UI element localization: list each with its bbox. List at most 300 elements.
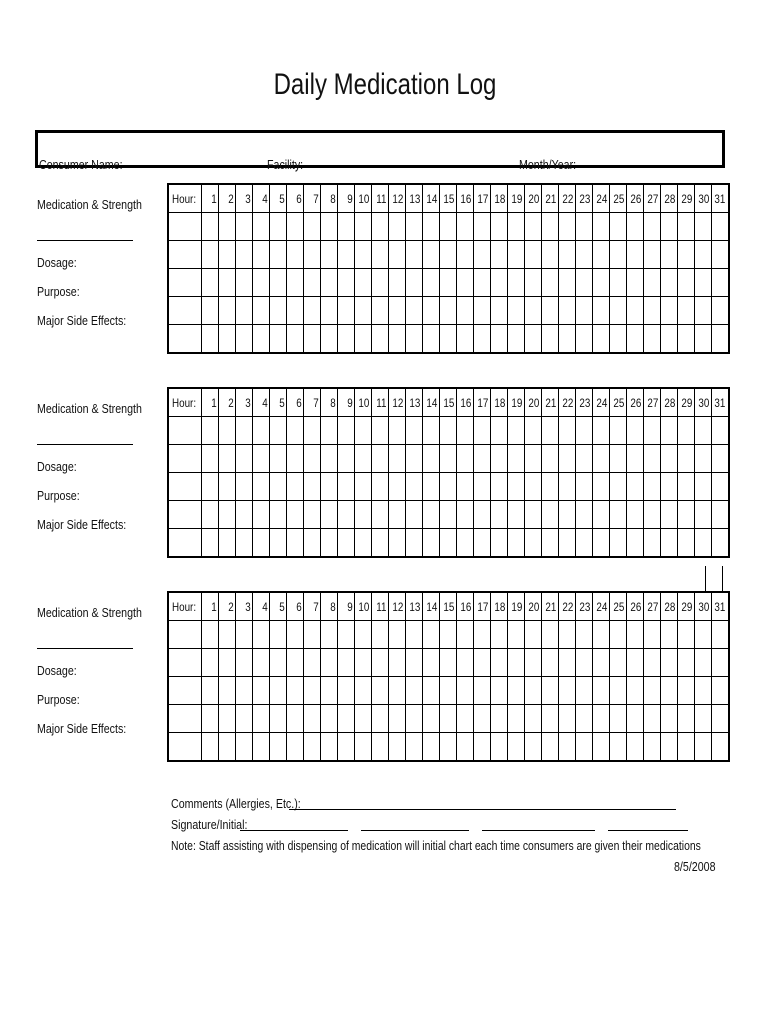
initial-cell[interactable] (678, 649, 695, 677)
initial-cell[interactable] (525, 529, 542, 558)
initial-cell[interactable] (253, 649, 270, 677)
initial-cell[interactable] (695, 501, 712, 529)
initial-cell[interactable] (355, 473, 372, 501)
initial-cell[interactable] (304, 417, 321, 445)
initial-cell[interactable] (661, 501, 678, 529)
initial-cell[interactable] (236, 445, 253, 473)
hour-cell[interactable] (168, 241, 202, 269)
initial-cell[interactable] (338, 213, 355, 241)
initial-cell[interactable] (644, 269, 661, 297)
signature-line-3[interactable] (482, 830, 595, 831)
initial-cell[interactable] (423, 705, 440, 733)
hour-cell[interactable] (168, 529, 202, 558)
initial-cell[interactable] (712, 621, 729, 649)
initial-cell[interactable] (219, 241, 236, 269)
initial-cell[interactable] (202, 677, 219, 705)
initial-cell[interactable] (576, 445, 593, 473)
initial-cell[interactable] (304, 733, 321, 762)
initial-cell[interactable] (440, 213, 457, 241)
initial-cell[interactable] (389, 241, 406, 269)
initial-cell[interactable] (287, 417, 304, 445)
initial-cell[interactable] (678, 733, 695, 762)
initial-cell[interactable] (644, 529, 661, 558)
initial-cell[interactable] (525, 649, 542, 677)
initial-cell[interactable] (576, 241, 593, 269)
initial-cell[interactable] (559, 445, 576, 473)
initial-cell[interactable] (406, 297, 423, 325)
initial-cell[interactable] (491, 621, 508, 649)
initial-cell[interactable] (627, 733, 644, 762)
initial-cell[interactable] (202, 501, 219, 529)
initial-cell[interactable] (440, 621, 457, 649)
initial-cell[interactable] (304, 501, 321, 529)
initial-cell[interactable] (593, 325, 610, 354)
initial-cell[interactable] (712, 297, 729, 325)
initial-cell[interactable] (695, 529, 712, 558)
initial-cell[interactable] (491, 417, 508, 445)
initial-cell[interactable] (542, 473, 559, 501)
initial-cell[interactable] (355, 417, 372, 445)
initial-cell[interactable] (440, 269, 457, 297)
initial-cell[interactable] (253, 297, 270, 325)
initial-cell[interactable] (678, 529, 695, 558)
initial-cell[interactable] (559, 621, 576, 649)
initial-cell[interactable] (661, 241, 678, 269)
initial-cell[interactable] (219, 649, 236, 677)
initial-cell[interactable] (542, 213, 559, 241)
initial-cell[interactable] (678, 677, 695, 705)
initial-cell[interactable] (525, 417, 542, 445)
initial-cell[interactable] (661, 325, 678, 354)
initial-cell[interactable] (338, 297, 355, 325)
hour-cell[interactable] (168, 501, 202, 529)
initial-cell[interactable] (270, 677, 287, 705)
initial-cell[interactable] (406, 417, 423, 445)
initial-cell[interactable] (627, 269, 644, 297)
initial-cell[interactable] (457, 677, 474, 705)
hour-cell[interactable] (168, 649, 202, 677)
initial-cell[interactable] (236, 529, 253, 558)
initial-cell[interactable] (202, 733, 219, 762)
initial-cell[interactable] (355, 677, 372, 705)
initial-cell[interactable] (610, 501, 627, 529)
initial-cell[interactable] (202, 649, 219, 677)
initial-cell[interactable] (202, 417, 219, 445)
initial-cell[interactable] (202, 241, 219, 269)
initial-cell[interactable] (321, 677, 338, 705)
initial-cell[interactable] (610, 417, 627, 445)
initial-cell[interactable] (576, 677, 593, 705)
initial-cell[interactable] (661, 473, 678, 501)
initial-cell[interactable] (525, 297, 542, 325)
initial-cell[interactable] (593, 501, 610, 529)
initial-cell[interactable] (576, 473, 593, 501)
initial-cell[interactable] (236, 621, 253, 649)
initial-cell[interactable] (678, 445, 695, 473)
initial-cell[interactable] (355, 213, 372, 241)
initial-cell[interactable] (355, 501, 372, 529)
initial-cell[interactable] (525, 325, 542, 354)
initial-cell[interactable] (627, 213, 644, 241)
initial-cell[interactable] (559, 269, 576, 297)
initial-cell[interactable] (219, 213, 236, 241)
initial-cell[interactable] (389, 677, 406, 705)
initial-cell[interactable] (406, 529, 423, 558)
initial-cell[interactable] (593, 705, 610, 733)
initial-cell[interactable] (695, 213, 712, 241)
initial-cell[interactable] (219, 473, 236, 501)
initial-cell[interactable] (542, 677, 559, 705)
initial-cell[interactable] (389, 417, 406, 445)
initial-cell[interactable] (559, 677, 576, 705)
initial-cell[interactable] (389, 621, 406, 649)
initial-cell[interactable] (508, 297, 525, 325)
initial-cell[interactable] (695, 677, 712, 705)
initial-cell[interactable] (474, 297, 491, 325)
initial-cell[interactable] (491, 649, 508, 677)
initial-cell[interactable] (440, 325, 457, 354)
initial-cell[interactable] (423, 529, 440, 558)
initial-cell[interactable] (508, 733, 525, 762)
initial-cell[interactable] (270, 649, 287, 677)
initial-cell[interactable] (338, 473, 355, 501)
initial-cell[interactable] (355, 705, 372, 733)
initial-cell[interactable] (695, 621, 712, 649)
initial-cell[interactable] (253, 501, 270, 529)
initial-cell[interactable] (355, 445, 372, 473)
initial-cell[interactable] (627, 417, 644, 445)
initial-cell[interactable] (440, 529, 457, 558)
initial-cell[interactable] (644, 705, 661, 733)
initial-cell[interactable] (627, 241, 644, 269)
initial-cell[interactable] (338, 705, 355, 733)
initial-cell[interactable] (508, 621, 525, 649)
initial-cell[interactable] (372, 621, 389, 649)
initial-cell[interactable] (423, 417, 440, 445)
initial-cell[interactable] (508, 705, 525, 733)
initial-cell[interactable] (338, 677, 355, 705)
initial-cell[interactable] (593, 417, 610, 445)
initial-cell[interactable] (270, 501, 287, 529)
initial-cell[interactable] (440, 297, 457, 325)
initial-cell[interactable] (372, 269, 389, 297)
initial-cell[interactable] (508, 649, 525, 677)
initial-cell[interactable] (678, 297, 695, 325)
initial-cell[interactable] (644, 417, 661, 445)
hour-cell[interactable] (168, 269, 202, 297)
initial-cell[interactable] (338, 325, 355, 354)
initial-cell[interactable] (593, 473, 610, 501)
initial-cell[interactable] (474, 241, 491, 269)
initial-cell[interactable] (253, 241, 270, 269)
initial-cell[interactable] (253, 473, 270, 501)
initial-cell[interactable] (236, 705, 253, 733)
initial-cell[interactable] (372, 649, 389, 677)
initial-cell[interactable] (440, 445, 457, 473)
initial-cell[interactable] (695, 325, 712, 354)
initial-cell[interactable] (219, 705, 236, 733)
initial-cell[interactable] (627, 501, 644, 529)
initial-cell[interactable] (236, 501, 253, 529)
initial-cell[interactable] (389, 649, 406, 677)
initial-cell[interactable] (270, 733, 287, 762)
initial-cell[interactable] (389, 269, 406, 297)
initial-cell[interactable] (304, 649, 321, 677)
initial-cell[interactable] (236, 213, 253, 241)
initial-cell[interactable] (372, 705, 389, 733)
initial-cell[interactable] (389, 445, 406, 473)
initial-cell[interactable] (423, 473, 440, 501)
initial-cell[interactable] (627, 325, 644, 354)
initial-cell[interactable] (372, 733, 389, 762)
initial-cell[interactable] (457, 649, 474, 677)
initial-cell[interactable] (321, 297, 338, 325)
initial-cell[interactable] (610, 445, 627, 473)
hour-cell[interactable] (168, 213, 202, 241)
initial-cell[interactable] (474, 501, 491, 529)
initial-cell[interactable] (627, 297, 644, 325)
initial-cell[interactable] (593, 213, 610, 241)
initial-cell[interactable] (253, 529, 270, 558)
initial-cell[interactable] (236, 297, 253, 325)
initial-cell[interactable] (559, 649, 576, 677)
initial-cell[interactable] (712, 213, 729, 241)
initial-cell[interactable] (491, 501, 508, 529)
initial-cell[interactable] (423, 733, 440, 762)
initial-cell[interactable] (270, 213, 287, 241)
initial-cell[interactable] (457, 473, 474, 501)
initial-cell[interactable] (661, 417, 678, 445)
initial-cell[interactable] (525, 473, 542, 501)
initial-cell[interactable] (712, 733, 729, 762)
initial-cell[interactable] (253, 621, 270, 649)
initial-cell[interactable] (406, 445, 423, 473)
initial-cell[interactable] (542, 705, 559, 733)
initial-cell[interactable] (678, 621, 695, 649)
initial-cell[interactable] (593, 677, 610, 705)
initial-cell[interactable] (474, 445, 491, 473)
initial-cell[interactable] (644, 445, 661, 473)
initial-cell[interactable] (355, 269, 372, 297)
initial-cell[interactable] (372, 297, 389, 325)
initial-cell[interactable] (406, 241, 423, 269)
initial-cell[interactable] (678, 241, 695, 269)
initial-cell[interactable] (576, 297, 593, 325)
initial-cell[interactable] (542, 325, 559, 354)
initial-cell[interactable] (321, 649, 338, 677)
initial-cell[interactable] (389, 529, 406, 558)
initial-cell[interactable] (338, 241, 355, 269)
hour-cell[interactable] (168, 677, 202, 705)
initial-cell[interactable] (593, 297, 610, 325)
initial-cell[interactable] (644, 473, 661, 501)
initial-cell[interactable] (559, 529, 576, 558)
initial-cell[interactable] (559, 297, 576, 325)
signature-line-4[interactable] (608, 830, 688, 831)
initial-cell[interactable] (440, 705, 457, 733)
initial-cell[interactable] (389, 705, 406, 733)
initial-cell[interactable] (627, 473, 644, 501)
initial-cell[interactable] (695, 417, 712, 445)
initial-cell[interactable] (542, 269, 559, 297)
initial-cell[interactable] (372, 473, 389, 501)
initial-cell[interactable] (406, 649, 423, 677)
initial-cell[interactable] (321, 269, 338, 297)
signature-line-1[interactable] (240, 830, 348, 831)
initial-cell[interactable] (423, 213, 440, 241)
initial-cell[interactable] (440, 677, 457, 705)
initial-cell[interactable] (576, 269, 593, 297)
initial-cell[interactable] (287, 445, 304, 473)
initial-cell[interactable] (508, 417, 525, 445)
initial-cell[interactable] (202, 325, 219, 354)
initial-cell[interactable] (457, 417, 474, 445)
initial-cell[interactable] (270, 445, 287, 473)
initial-cell[interactable] (576, 213, 593, 241)
initial-cell[interactable] (525, 621, 542, 649)
initial-cell[interactable] (219, 417, 236, 445)
initial-cell[interactable] (440, 417, 457, 445)
initial-cell[interactable] (304, 325, 321, 354)
initial-cell[interactable] (406, 269, 423, 297)
initial-cell[interactable] (304, 213, 321, 241)
initial-cell[interactable] (627, 529, 644, 558)
initial-cell[interactable] (287, 241, 304, 269)
initial-cell[interactable] (610, 269, 627, 297)
initial-cell[interactable] (474, 621, 491, 649)
initial-cell[interactable] (321, 417, 338, 445)
initial-cell[interactable] (372, 213, 389, 241)
initial-cell[interactable] (661, 733, 678, 762)
initial-cell[interactable] (423, 649, 440, 677)
initial-cell[interactable] (474, 705, 491, 733)
initial-cell[interactable] (389, 473, 406, 501)
initial-cell[interactable] (559, 325, 576, 354)
hour-cell[interactable] (168, 445, 202, 473)
initial-cell[interactable] (457, 297, 474, 325)
initial-cell[interactable] (491, 297, 508, 325)
initial-cell[interactable] (593, 445, 610, 473)
initial-cell[interactable] (270, 621, 287, 649)
initial-cell[interactable] (712, 473, 729, 501)
initial-cell[interactable] (219, 529, 236, 558)
initial-cell[interactable] (508, 325, 525, 354)
initial-cell[interactable] (253, 705, 270, 733)
initial-cell[interactable] (644, 213, 661, 241)
initial-cell[interactable] (321, 445, 338, 473)
initial-cell[interactable] (491, 705, 508, 733)
hour-cell[interactable] (168, 297, 202, 325)
initial-cell[interactable] (576, 649, 593, 677)
initial-cell[interactable] (253, 213, 270, 241)
initial-cell[interactable] (610, 297, 627, 325)
initial-cell[interactable] (270, 269, 287, 297)
initial-cell[interactable] (661, 269, 678, 297)
initial-cell[interactable] (491, 325, 508, 354)
initial-cell[interactable] (236, 241, 253, 269)
initial-cell[interactable] (236, 649, 253, 677)
initial-cell[interactable] (321, 621, 338, 649)
hour-cell[interactable] (168, 705, 202, 733)
initial-cell[interactable] (304, 621, 321, 649)
initial-cell[interactable] (474, 417, 491, 445)
initial-cell[interactable] (661, 445, 678, 473)
initial-cell[interactable] (593, 269, 610, 297)
initial-cell[interactable] (661, 529, 678, 558)
initial-cell[interactable] (627, 705, 644, 733)
initial-cell[interactable] (219, 445, 236, 473)
initial-cell[interactable] (678, 705, 695, 733)
initial-cell[interactable] (287, 297, 304, 325)
initial-cell[interactable] (423, 269, 440, 297)
initial-cell[interactable] (491, 529, 508, 558)
initial-cell[interactable] (627, 649, 644, 677)
initial-cell[interactable] (457, 621, 474, 649)
initial-cell[interactable] (321, 501, 338, 529)
initial-cell[interactable] (610, 649, 627, 677)
initial-cell[interactable] (202, 445, 219, 473)
initial-cell[interactable] (559, 705, 576, 733)
initial-cell[interactable] (355, 297, 372, 325)
initial-cell[interactable] (372, 445, 389, 473)
initial-cell[interactable] (457, 269, 474, 297)
initial-cell[interactable] (610, 733, 627, 762)
initial-cell[interactable] (661, 705, 678, 733)
initial-cell[interactable] (287, 213, 304, 241)
initial-cell[interactable] (355, 241, 372, 269)
initial-cell[interactable] (253, 445, 270, 473)
initial-cell[interactable] (321, 241, 338, 269)
hour-cell[interactable] (168, 417, 202, 445)
initial-cell[interactable] (355, 649, 372, 677)
initial-cell[interactable] (253, 269, 270, 297)
initial-cell[interactable] (304, 529, 321, 558)
initial-cell[interactable] (644, 649, 661, 677)
initial-cell[interactable] (474, 677, 491, 705)
initial-cell[interactable] (355, 529, 372, 558)
initial-cell[interactable] (321, 213, 338, 241)
initial-cell[interactable] (491, 677, 508, 705)
initial-cell[interactable] (712, 501, 729, 529)
initial-cell[interactable] (678, 501, 695, 529)
initial-cell[interactable] (610, 529, 627, 558)
initial-cell[interactable] (542, 297, 559, 325)
initial-cell[interactable] (542, 241, 559, 269)
initial-cell[interactable] (406, 733, 423, 762)
initial-cell[interactable] (593, 241, 610, 269)
initial-cell[interactable] (202, 269, 219, 297)
initial-cell[interactable] (389, 213, 406, 241)
initial-cell[interactable] (712, 325, 729, 354)
initial-cell[interactable] (406, 501, 423, 529)
initial-cell[interactable] (576, 501, 593, 529)
initial-cell[interactable] (508, 677, 525, 705)
initial-cell[interactable] (372, 501, 389, 529)
initial-cell[interactable] (304, 241, 321, 269)
initial-cell[interactable] (287, 529, 304, 558)
initial-cell[interactable] (644, 297, 661, 325)
initial-cell[interactable] (525, 705, 542, 733)
initial-cell[interactable] (304, 677, 321, 705)
initial-cell[interactable] (542, 417, 559, 445)
initial-cell[interactable] (457, 705, 474, 733)
initial-cell[interactable] (202, 621, 219, 649)
initial-cell[interactable] (406, 621, 423, 649)
initial-cell[interactable] (712, 417, 729, 445)
initial-cell[interactable] (593, 621, 610, 649)
initial-cell[interactable] (661, 297, 678, 325)
initial-cell[interactable] (491, 445, 508, 473)
